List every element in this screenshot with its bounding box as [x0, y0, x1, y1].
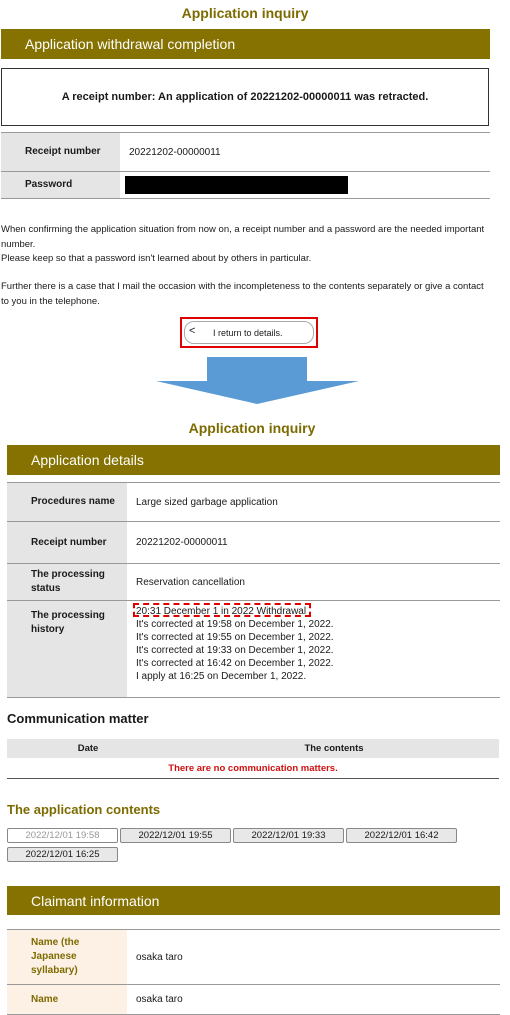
page-title: Application inquiry: [181, 5, 309, 21]
version-tab[interactable]: 2022/12/01 16:25: [7, 847, 118, 862]
history-list: [136, 605, 499, 683]
history-item: It's corrected at 19:58 on December 1, 2022.: [136, 619, 334, 630]
return-to-details-button[interactable]: [180, 317, 318, 348]
history-item: It's corrected at 19:55 on December 1, 2022.: [136, 632, 334, 643]
claimant-kana-row: [7, 930, 500, 985]
processing-status-value: Reservation cancellation: [127, 564, 500, 601]
procedure-name-label: Procedures name: [7, 483, 127, 522]
details-table: [7, 482, 500, 698]
password-value: [120, 172, 490, 199]
details-receipt-label: Receipt number: [7, 522, 127, 564]
history-item: It's corrected at 19:33 on December 1, 2022.: [136, 645, 334, 656]
return-button-label: I return to details.: [213, 328, 283, 338]
password-redaction: [125, 176, 348, 194]
detail-row-receipt: [7, 522, 500, 564]
contact-note: Further there is a case that I mail the occasion with the incompleteness to the contents separately or give a contact to you in the telephone.: [1, 281, 484, 307]
history-item: It's corrected at 16:42 on December 1, 2022.: [136, 658, 334, 669]
claimant-banner: Claimant information: [7, 886, 500, 915]
kana-name-value: osaka taro: [127, 930, 500, 985]
return-button-face[interactable]: [184, 321, 314, 344]
receipt-number-row: [1, 133, 490, 172]
withdrawal-notice: [1, 68, 489, 126]
receipt-number-value: 20221202-00000011: [120, 133, 490, 172]
detail-row-history: [7, 601, 500, 698]
communication-empty-row: [7, 758, 499, 779]
details-receipt-value: 20221202-00000011: [127, 522, 500, 564]
contents-column-header: The contents: [169, 739, 499, 758]
communication-table: [7, 739, 499, 779]
withdrawal-banner: Application withdrawal completion: [1, 29, 490, 59]
history-item: 20:31 December 1 in 2022 Withdrawal: [136, 606, 307, 617]
kana-name-label: Name (the Japanese syllabary): [7, 930, 127, 985]
password-row: [1, 172, 490, 199]
password-label: Password: [1, 172, 120, 199]
procedure-name-value: Large sized garbage application: [127, 483, 500, 522]
receipt-number-label: Receipt number: [1, 133, 120, 172]
version-tab-selected[interactable]: 2022/12/01 19:58: [7, 828, 118, 843]
processing-status-label: The processing status: [7, 564, 127, 601]
name-label: Name: [7, 985, 127, 1015]
down-arrow-icon: [155, 357, 360, 405]
confirm-note: [1, 223, 491, 267]
no-communication-message: There are no communication matters.: [7, 758, 499, 779]
communication-heading: Communication matter: [7, 711, 149, 726]
claimant-table: [7, 929, 500, 1015]
processing-history-label: The processing history: [7, 601, 127, 698]
detail-row-status: [7, 564, 500, 601]
communication-header-row: [7, 739, 499, 758]
confirm-note-line-2: Please keep so that a password isn't learned about by others in particular.: [1, 253, 312, 264]
version-tab[interactable]: 2022/12/01 16:42: [346, 828, 457, 843]
app-contents-heading: The application contents: [7, 802, 161, 817]
history-highlight: [133, 603, 311, 617]
detail-row-procedure: [7, 483, 500, 522]
details-banner: Application details: [7, 445, 500, 475]
date-column-header: Date: [7, 739, 169, 758]
processing-history-value: [127, 601, 500, 698]
details-page-title: Application inquiry: [188, 420, 316, 436]
name-value: osaka taro: [127, 985, 500, 1015]
confirm-note-line-1: When confirming the application situation from now on, a receipt number and a password are the needed important number.: [1, 224, 485, 250]
version-tab[interactable]: 2022/12/01 19:33: [233, 828, 344, 843]
receipt-table: [1, 132, 490, 199]
withdrawal-notice-text: A receipt number: An application of 20221202-00000011 was retracted.: [61, 91, 429, 103]
chevron-left-icon: <: [189, 325, 196, 337]
history-item: I apply at 16:25 on December 1, 2022.: [136, 671, 307, 682]
version-tab[interactable]: 2022/12/01 19:55: [120, 828, 231, 843]
claimant-name-row: [7, 985, 500, 1015]
